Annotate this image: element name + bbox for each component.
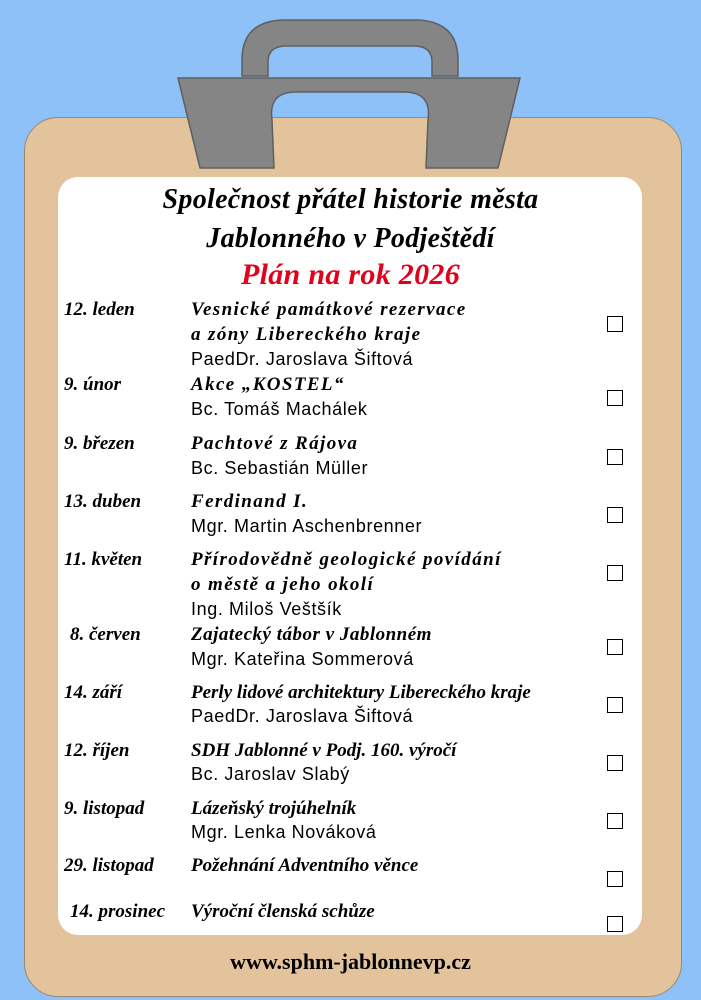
event-checkbox[interactable] [607,755,623,771]
event-date: 8. červen [70,624,141,645]
event-checkbox[interactable] [607,390,623,406]
event-checkbox[interactable] [607,916,623,932]
event-title-line2: a zóny Libereckého kraje [191,324,422,345]
event-title: Výroční členská schůze [191,901,375,922]
event-speaker: PaedDr. Jaroslava Šiftová [191,706,414,726]
event-date: 9. březen [64,433,135,454]
event-checkbox[interactable] [607,316,623,332]
event-speaker: Bc. Sebastián Müller [191,458,369,478]
event-speaker: Ing. Miloš Veštšík [191,599,342,619]
event-checkbox[interactable] [607,507,623,523]
event-speaker: Bc. Tomáš Machálek [191,399,368,419]
clipboard-clip-icon [0,0,701,175]
header-society-name: Společnost přátel historie města [162,184,539,215]
event-checkbox[interactable] [607,697,623,713]
event-checkbox[interactable] [607,813,623,829]
event-title-line2: o městě a jeho okolí [191,574,375,595]
event-title: Pachtové z Rájova [191,433,359,454]
event-date: 9. únor [64,374,122,395]
event-checkbox[interactable] [607,449,623,465]
event-speaker: Mgr. Martin Aschenbrenner [191,516,423,536]
event-title: Ferdinand I. [191,491,309,512]
event-title: SDH Jablonné v Podj. 160. výročí [191,740,457,761]
header-plan-title: Plán na rok 2026 [240,258,460,291]
event-date: 13. duben [64,491,142,512]
event-date: 11. květen [64,549,143,570]
event-title: Zajatecký tábor v Jablonném [191,624,432,645]
event-title: Vesnické památkové rezervace [191,299,467,320]
event-date: 29. listopad [64,855,154,876]
event-date: 12. leden [64,299,135,320]
event-title: Lázeňský trojúhelník [191,798,357,819]
event-speaker: Mgr. Kateřina Sommerová [191,649,414,669]
event-date: 14. září [64,682,123,703]
event-title: Požehnání Adventního věnce [191,855,419,876]
event-date: 12. říjen [64,740,130,761]
event-speaker: PaedDr. Jaroslava Šiftová [191,349,414,369]
event-date: 14. prosinec [70,901,165,922]
header-town-name: Jablonného v Podještědí [206,223,495,254]
event-title: Přírodovědně geologické povídání [191,549,502,570]
event-date: 9. listopad [64,798,145,819]
event-speaker: Mgr. Lenka Nováková [191,822,377,842]
website-url: www.sphm-jablonnevp.cz [230,949,471,974]
event-title: Akce „KOSTEL“ [191,374,345,395]
event-checkbox[interactable] [607,639,623,655]
event-speaker: Bc. Jaroslav Slabý [191,764,350,784]
event-checkbox[interactable] [607,565,623,581]
event-checkbox[interactable] [607,871,623,887]
event-title: Perly lidové architektury Libereckého kraje [191,682,531,703]
